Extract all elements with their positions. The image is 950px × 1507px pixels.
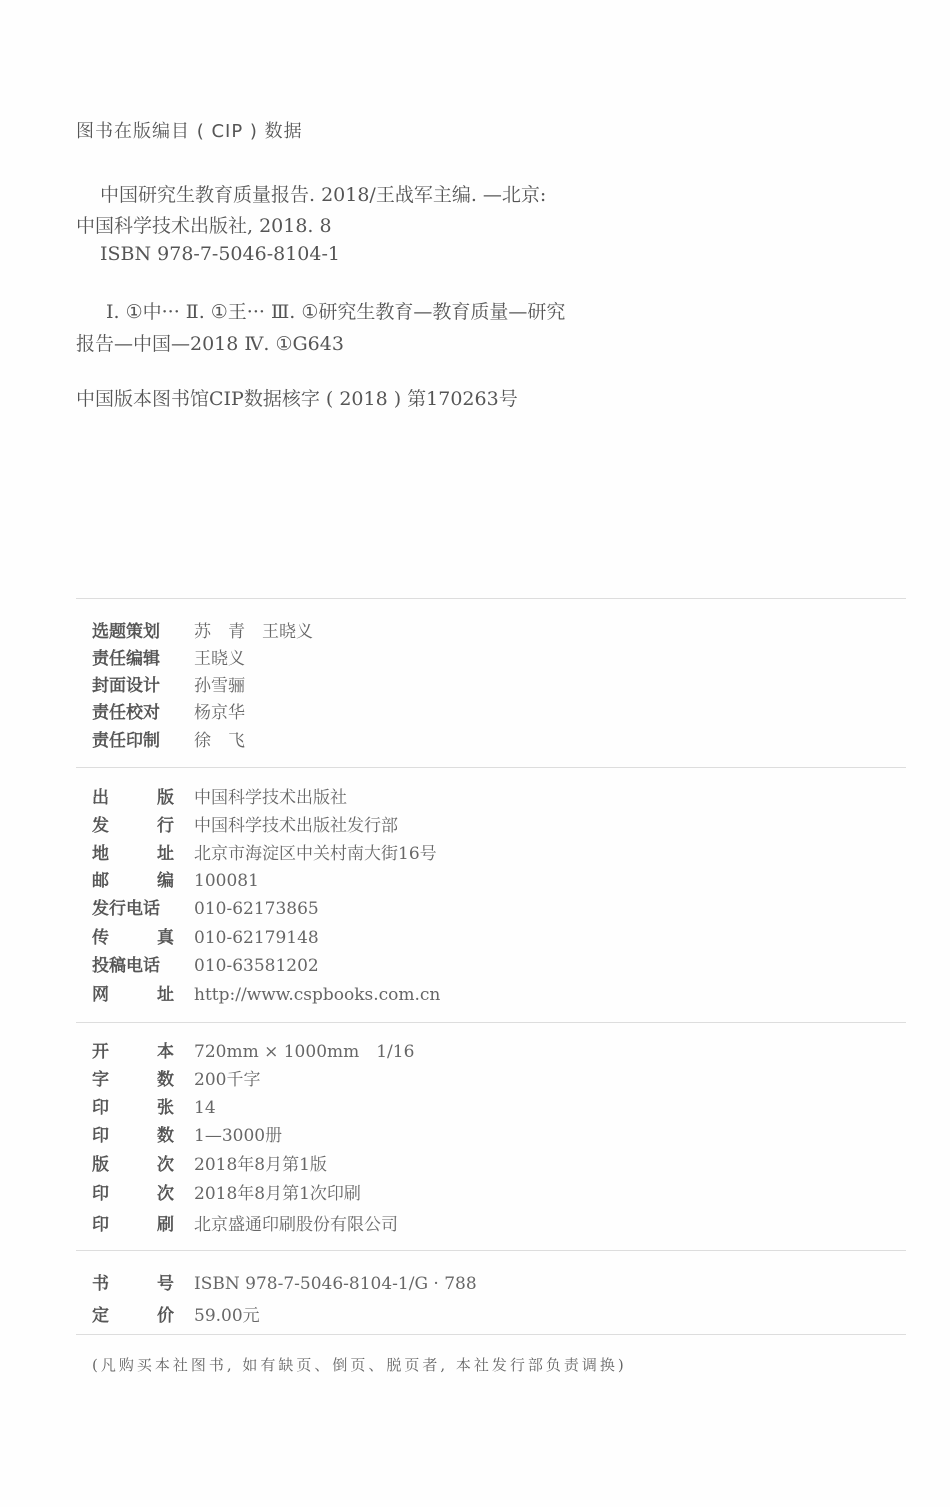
publisher-row (92, 923, 319, 948)
book-label: 书 号 (92, 1274, 174, 1294)
print-label: 开 本 (92, 1042, 174, 1062)
print-value: 北京盛通印刷股份有限公司 (194, 1215, 398, 1235)
staff-value: 杨京华 (194, 703, 245, 723)
print-row (92, 1093, 216, 1118)
staff-row (92, 726, 245, 751)
staff-row (92, 698, 245, 723)
cip-classification: 报告—中国—2018 Ⅳ. ①G643 (76, 333, 344, 355)
print-label: 版 次 (92, 1155, 174, 1175)
footer-note: (凡购买本社图书, 如有缺页、倒页、脱页者, 本社发行部负责调换) (92, 1356, 627, 1374)
print-label: 印 次 (92, 1184, 174, 1204)
staff-label: 责任编辑 (92, 649, 160, 669)
divider (76, 767, 906, 768)
print-value: 720mm × 1000mm 1/16 (194, 1042, 415, 1062)
publisher-row (92, 839, 437, 864)
print-row (92, 1179, 361, 1204)
publisher-value: 北京市海淀区中关村南大街16号 (194, 844, 437, 864)
price-value: 59.00元 (194, 1306, 260, 1326)
print-value: 200千字 (194, 1070, 261, 1090)
publisher-row (92, 980, 440, 1005)
book-row (92, 1301, 260, 1326)
staff-label: 封面设计 (92, 676, 160, 696)
print-row (92, 1150, 327, 1175)
print-label: 字 数 (92, 1070, 174, 1090)
staff-row (92, 671, 245, 696)
book-row (92, 1269, 477, 1294)
isbn-value: ISBN 978-7-5046-8104-1/G · 788 (194, 1274, 477, 1294)
publisher-row (92, 811, 398, 836)
print-label: 印 刷 (92, 1215, 174, 1235)
staff-row (92, 644, 245, 669)
print-value: 2018年8月第1次印刷 (194, 1184, 361, 1204)
publisher-label: 邮 编 (92, 871, 174, 891)
cip-line: 中国研究生教育质量报告. 2018/王战军主编. —北京: (100, 184, 547, 206)
staff-value: 王晓义 (194, 649, 245, 669)
print-label: 印 张 (92, 1098, 174, 1118)
publisher-value: 中国科学技术出版社 (194, 788, 347, 808)
publisher-row (92, 894, 319, 919)
staff-value: 苏 青 王晓义 (194, 622, 313, 642)
print-row (92, 1065, 260, 1090)
publisher-label: 发 行 (92, 816, 174, 836)
print-row (92, 1121, 282, 1146)
cip-title: 图书在版编目 ( CIP ) 数据 (76, 121, 303, 142)
staff-value: 徐 飞 (194, 731, 245, 751)
staff-label: 选题策划 (92, 622, 160, 642)
print-row (92, 1037, 414, 1062)
divider (76, 1334, 906, 1335)
print-row (92, 1210, 398, 1235)
divider (76, 598, 906, 599)
staff-label: 责任校对 (92, 703, 160, 723)
publisher-row (92, 951, 319, 976)
cip-line: 中国科学技术出版社, 2018. 8 (76, 215, 332, 237)
publisher-label: 传 真 (92, 928, 174, 948)
publisher-value: 010-62173865 (194, 899, 319, 919)
publisher-value: 010-62179148 (194, 928, 319, 948)
publisher-label: 网 址 (92, 985, 174, 1005)
cip-classification: Ⅰ. ①中··· Ⅱ. ①王··· Ⅲ. ①研究生教育—教育质量—研究 (106, 301, 566, 323)
staff-row (92, 617, 313, 642)
publisher-label: 地 址 (92, 844, 174, 864)
print-value: 2018年8月第1版 (194, 1155, 327, 1175)
book-label: 定 价 (92, 1306, 174, 1326)
cip-record-number: 中国版本图书馆CIP数据核字 ( 2018 ) 第170263号 (76, 388, 518, 410)
publisher-label: 投稿电话 (92, 956, 160, 976)
cip-line: ISBN 978-7-5046-8104-1 (100, 243, 340, 265)
print-value: 1—3000册 (194, 1126, 283, 1146)
print-value: 14 (194, 1098, 216, 1118)
print-label: 印 数 (92, 1126, 174, 1146)
divider (76, 1022, 906, 1023)
publisher-row (92, 866, 259, 891)
divider (76, 1250, 906, 1251)
publisher-label: 发行电话 (92, 899, 160, 919)
staff-label: 责任印制 (92, 731, 160, 751)
publisher-label: 出 版 (92, 788, 174, 808)
publisher-row (92, 783, 347, 808)
publisher-value: 100081 (194, 871, 259, 891)
publisher-value: 010-63581202 (194, 956, 319, 976)
staff-value: 孙雪骊 (194, 676, 245, 696)
publisher-value: 中国科学技术出版社发行部 (194, 816, 398, 836)
publisher-website: http://www.cspbooks.com.cn (194, 985, 441, 1005)
